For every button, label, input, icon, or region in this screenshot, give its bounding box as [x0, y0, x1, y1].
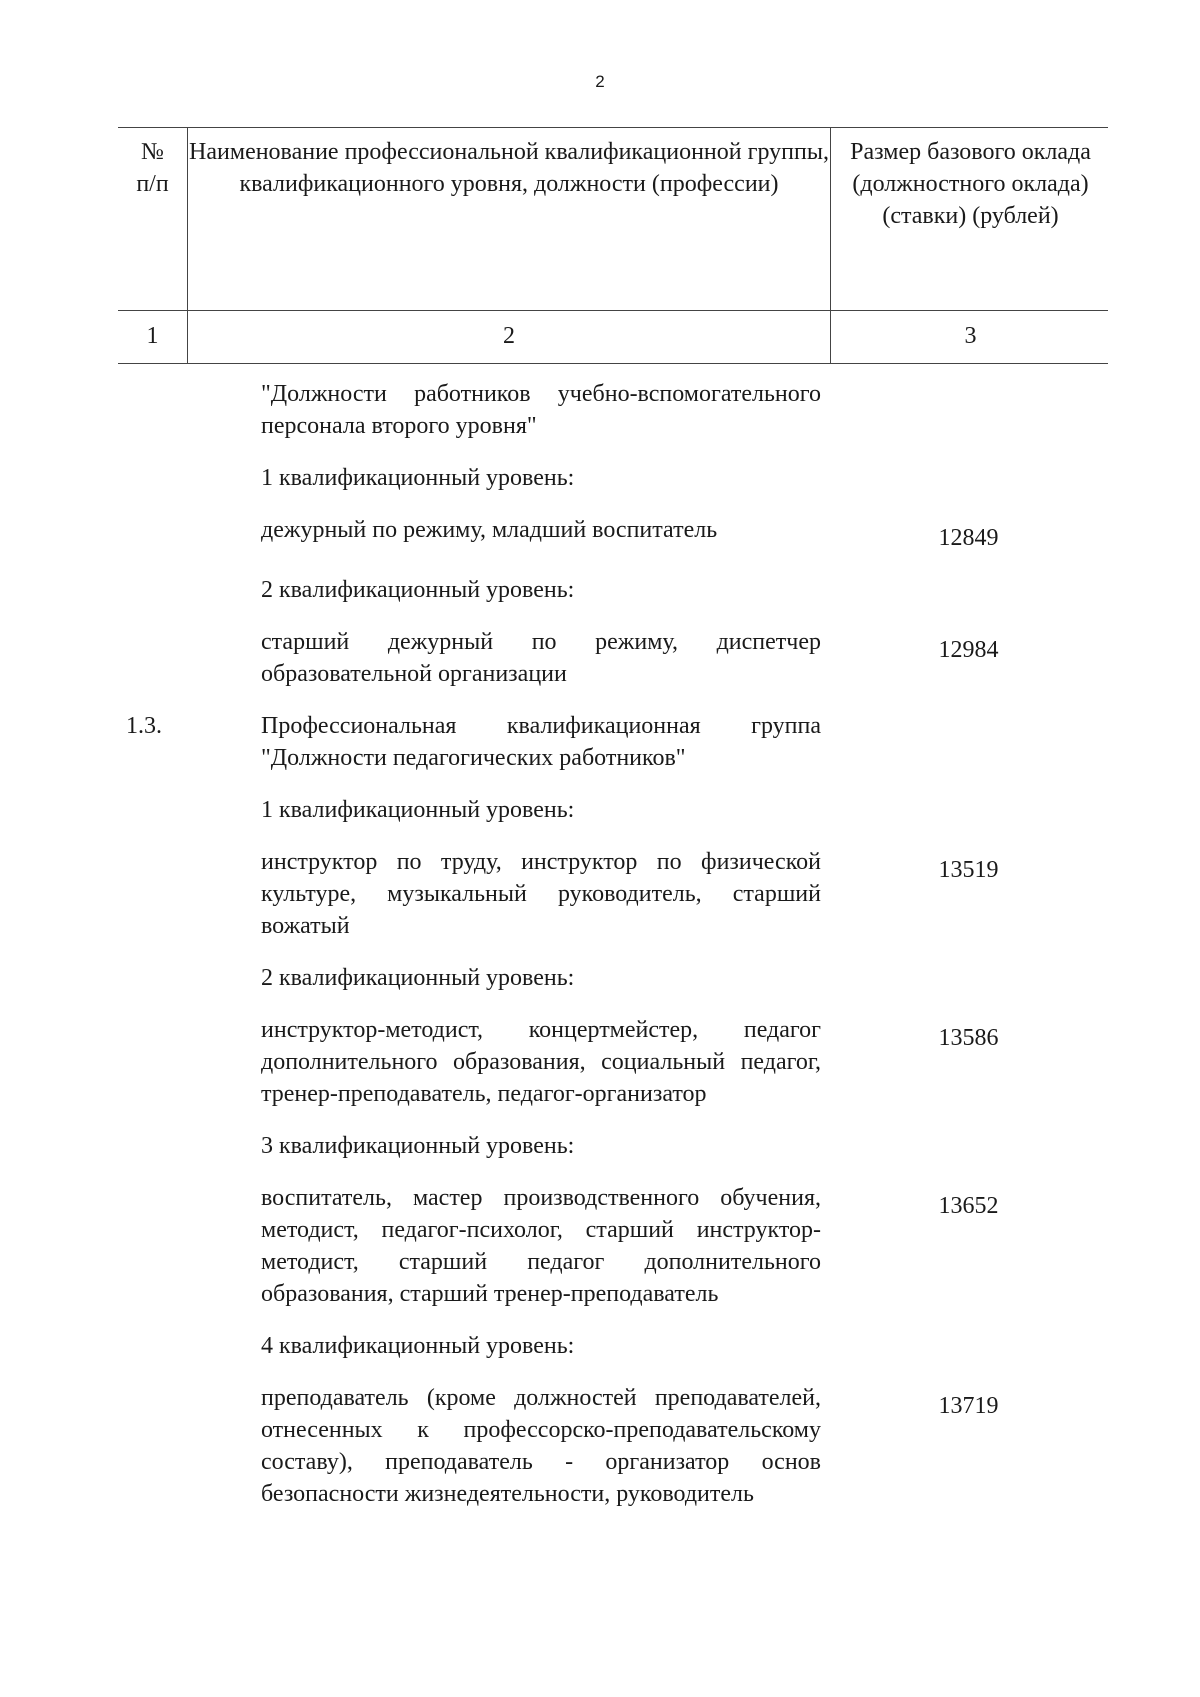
table-row: [118, 514, 1108, 554]
row-salary: 13652: [938, 1193, 999, 1219]
row-number: [118, 794, 187, 826]
row-text: 2 квалификационный уровень:: [261, 965, 575, 991]
row-number: [118, 1130, 187, 1162]
row-salary: 13586: [938, 1025, 999, 1051]
row-text: 4 квалификационный уровень:: [261, 1333, 575, 1359]
row-salary: [829, 574, 1108, 606]
row-text: воспитатель, мастер производственного обучения, методист, педагог-психолог, старший инструктор-методист, старший педагог дополнительного образования, старший тренер-преподаватель: [261, 1185, 821, 1307]
column-number: 2: [187, 311, 830, 363]
row-number: [118, 962, 187, 994]
row-text: инструктор по труду, инструктор по физической культуре, музыкальный руководитель, старший вожатый: [261, 849, 821, 939]
row-text: 1 квалификационный уровень:: [261, 797, 575, 823]
row-text: "Должности работников учебно-вспомогательного персонала второго уровня": [261, 381, 821, 439]
row-number: [118, 1382, 187, 1510]
table-header: [118, 127, 1108, 311]
row-salary: [829, 962, 1108, 994]
row-text: старший дежурный по режиму, диспетчер образовательной организации: [261, 629, 821, 687]
row-text: 3 квалификационный уровень:: [261, 1133, 575, 1159]
row-number: [118, 378, 187, 442]
row-number: 1.3.: [126, 713, 162, 739]
row-number: [118, 462, 187, 494]
row-salary: [829, 710, 1108, 774]
table-row: [118, 962, 1108, 994]
row-salary: [829, 1330, 1108, 1362]
row-salary: [829, 378, 1108, 442]
salary-table: [118, 127, 1108, 1530]
row-salary: [829, 794, 1108, 826]
table-row: [118, 574, 1108, 606]
header-col-salary: Размер базового оклада (должностного оклада) (ставки) (рублей): [830, 128, 1110, 310]
row-number: [118, 846, 187, 942]
header-col-number: № п/п: [136, 139, 169, 197]
row-salary: [829, 462, 1108, 494]
row-salary: [829, 1130, 1108, 1162]
row-salary: 13719: [938, 1393, 999, 1419]
row-number: [118, 514, 187, 554]
row-text: дежурный по режиму, младший воспитатель: [261, 517, 718, 543]
column-numbers-row: [118, 311, 1108, 364]
table-row: [118, 626, 1108, 690]
column-number: 1: [146, 323, 159, 349]
column-number: 3: [830, 311, 1110, 363]
row-number: [118, 1014, 187, 1110]
table-body: [118, 364, 1108, 1510]
row-text: преподаватель (кроме должностей преподавателей, отнесенных к профессорско-преподавательскому составу), преподаватель - организатор основ безопасности жизнедеятельности, руководитель: [261, 1385, 821, 1507]
table-row: [118, 710, 1108, 774]
table-row: [118, 1382, 1108, 1510]
row-text: 2 квалификационный уровень:: [261, 577, 575, 603]
row-text: инструктор-методист, концертмейстер, педагог дополнительного образования, социальный педагог, тренер-преподаватель, педагог-организатор: [261, 1017, 821, 1107]
table-row: [118, 794, 1108, 826]
row-salary: 13519: [938, 857, 999, 883]
table-row: [118, 1330, 1108, 1362]
table-row: [118, 1130, 1108, 1162]
row-number: [118, 626, 187, 690]
page-number: 2: [595, 72, 605, 91]
table-row: [118, 378, 1108, 442]
header-col-name: Наименование профессиональной квалификационной группы, квалификационного уровня, должности (профессии): [187, 128, 830, 310]
row-salary: 12849: [938, 525, 999, 551]
row-number: [118, 1182, 187, 1310]
table-row: [118, 1014, 1108, 1110]
row-number: [118, 574, 187, 606]
table-row: [118, 846, 1108, 942]
table-row: [118, 462, 1108, 494]
row-salary: 12984: [938, 637, 999, 663]
table-row: [118, 1182, 1108, 1310]
row-number: [118, 1330, 187, 1362]
row-text: Профессиональная квалификационная группа "Должности педагогических работников": [261, 713, 821, 771]
row-text: 1 квалификационный уровень:: [261, 465, 575, 491]
